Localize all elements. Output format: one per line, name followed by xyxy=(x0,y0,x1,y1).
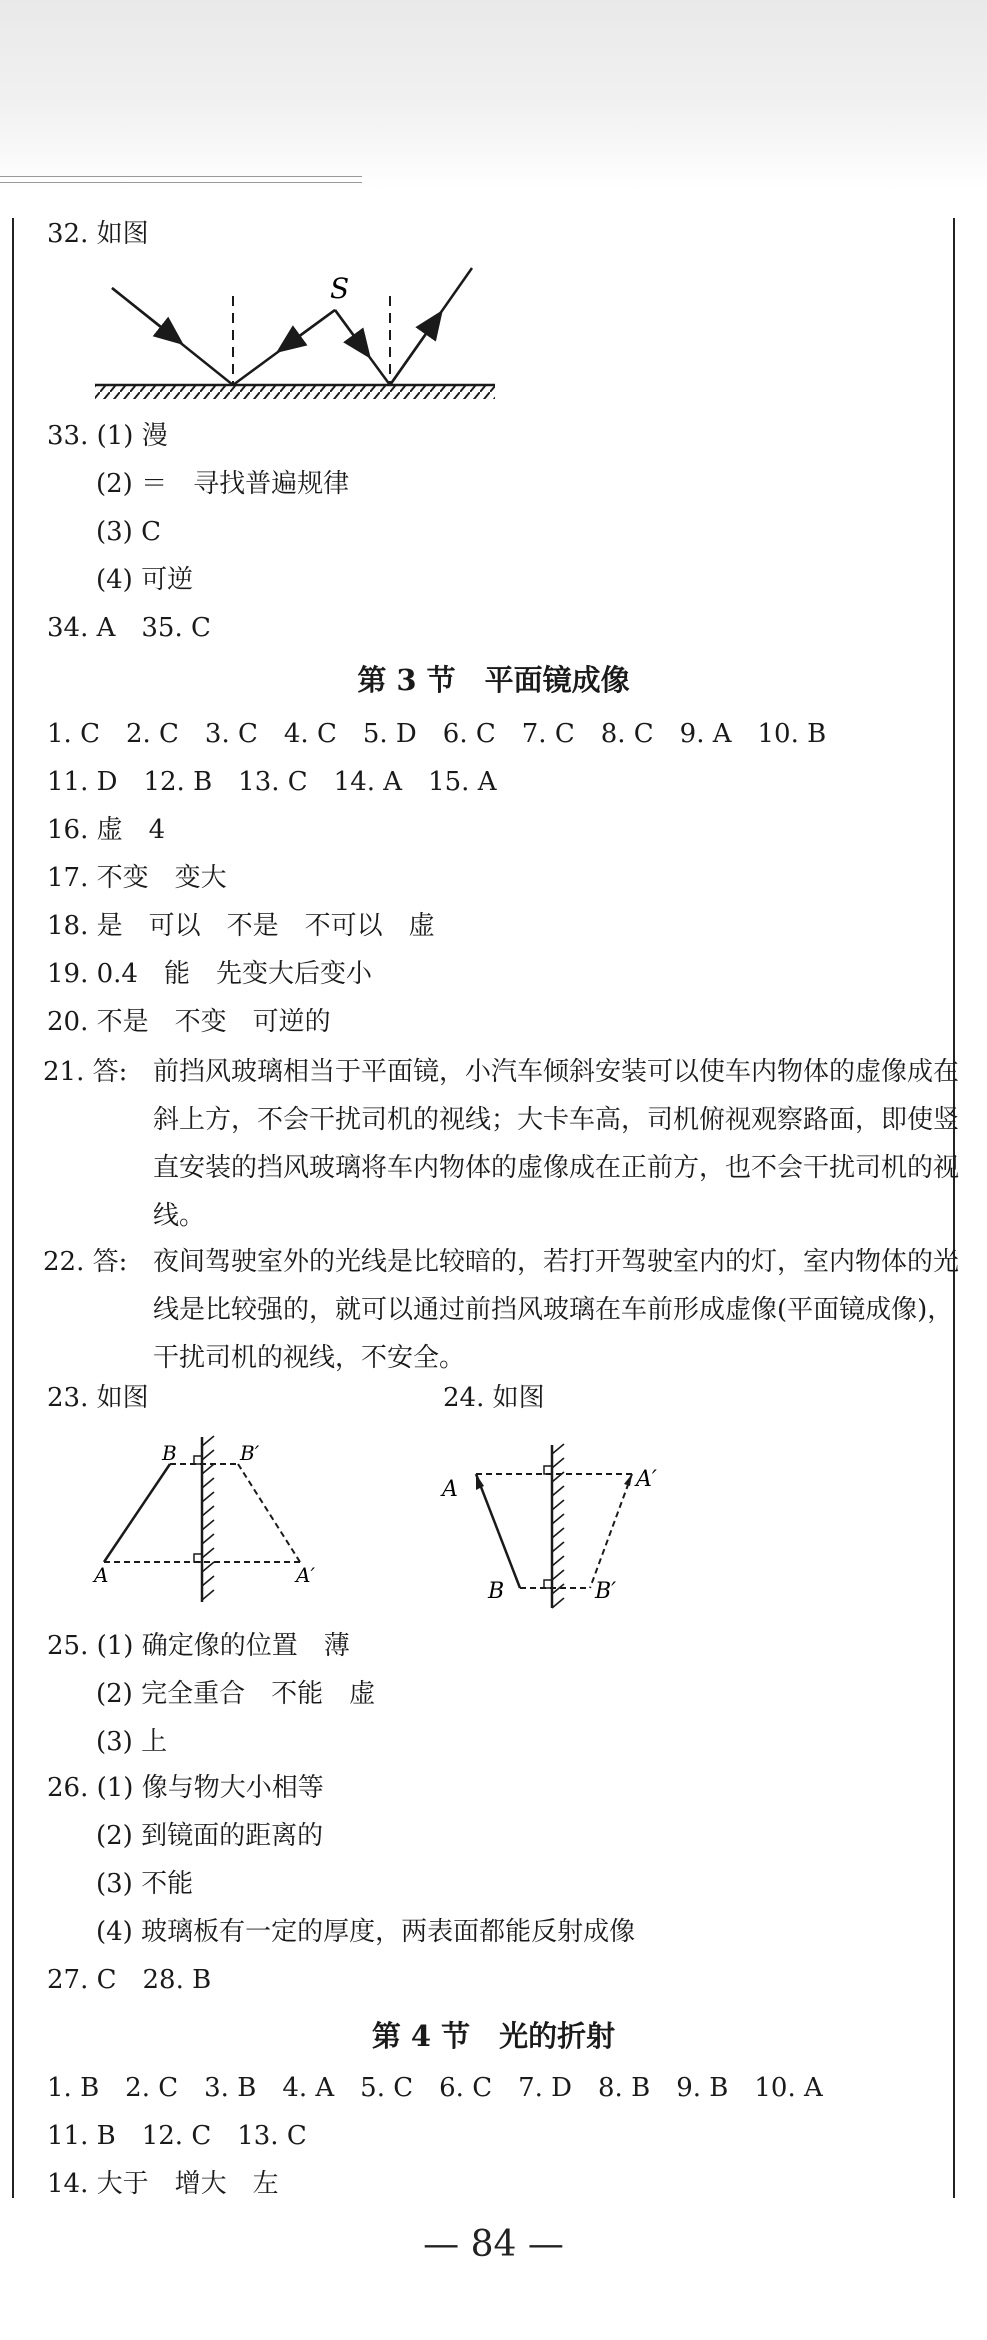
top-rule xyxy=(0,176,362,177)
q23-mirror-figure xyxy=(90,1432,330,1612)
q21-text: 前挡风玻璃相当于平面镜，小汽车倾斜安装可以使车内物体的虚像成在斜上方，不会干扰司机的视线；大卡车高，司机俯视观察路面，即使竖直安装的挡风玻璃将车内物体的虚像成在正前方，也不会干扰司机的视线。 xyxy=(153,1057,960,1231)
top-rule-2 xyxy=(0,182,362,183)
scan-shadow xyxy=(0,0,987,190)
q17-line: 17. 不变 变大 xyxy=(47,863,227,893)
s4-answers-1: 1. B 2. C 3. B 4. A 5. C 6. C 7. D 8. B 9. B 10. A xyxy=(47,2073,823,2103)
q33-line-3: (3) C xyxy=(96,517,161,547)
q24-mirror-figure xyxy=(440,1440,690,1620)
page-number: — 84 — xyxy=(423,2224,564,2265)
q19-line: 19. 0.4 能 先变大后变小 xyxy=(47,959,372,989)
s3-answers-1: 1. C 2. C 3. C 4. C 5. D 6. C 7. C 8. C 9. A 10. B xyxy=(47,719,827,749)
q26-line-2: (2) 到镜面的距离的 xyxy=(96,1821,324,1851)
q26-line-3: (3) 不能 xyxy=(96,1869,194,1899)
left-border xyxy=(12,218,14,2198)
q22-answer xyxy=(43,1238,973,1382)
fig24-a2-label: A′ xyxy=(636,1467,657,1492)
section-3-title: 第 3 节 平面镜成像 xyxy=(357,663,630,697)
s4-q14-line: 14. 大于 增大 左 xyxy=(47,2169,279,2199)
q21-label: 21. 答: xyxy=(43,1057,128,1087)
q25-line-1: 25. (1) 确定像的位置 薄 xyxy=(47,1631,350,1661)
fig23-a2-label: A′ xyxy=(296,1563,315,1587)
q16-line: 16. 虚 4 xyxy=(47,815,166,845)
fig23-a-label: A xyxy=(94,1563,109,1587)
q18-line: 18. 是 可以 不是 不可以 虚 xyxy=(47,911,435,941)
fig23-b-label: B xyxy=(162,1441,177,1465)
q22-text: 夜间驾驶室外的光线是比较暗的，若打开驾驶室内的灯，室内物体的光线是比较强的，就可以通过前挡风玻璃在车前形成虚像(平面镜成像)，干扰司机的视线，不安全。 xyxy=(153,1247,960,1373)
q20-line: 20. 不是 不变 可逆的 xyxy=(47,1007,331,1037)
q33-line-4: (4) 可逆 xyxy=(96,565,194,595)
fig24-b-label: B xyxy=(488,1579,505,1604)
q34-35-line: 34. A 35. C xyxy=(47,613,211,643)
q32-reflection-figure xyxy=(90,260,510,410)
q27-28-line: 27. C 28. B xyxy=(47,1965,212,1995)
s3-answers-2: 11. D 12. B 13. C 14. A 15. A xyxy=(47,767,497,797)
q33-line-1: 33. (1) 漫 xyxy=(47,421,168,451)
fig23-b2-label: B′ xyxy=(240,1441,260,1465)
q33-line-2: (2) ＝ 寻找普遍规律 xyxy=(96,469,350,499)
q25-line-2: (2) 完全重合 不能 虚 xyxy=(96,1679,376,1709)
fig24-b2-label: B′ xyxy=(595,1579,617,1604)
section-4-title: 第 4 节 光的折射 xyxy=(371,2019,616,2053)
point-s-label: S xyxy=(330,272,350,305)
q23-label: 23. 如图 xyxy=(47,1383,149,1413)
q32-label: 32. 如图 xyxy=(47,219,149,249)
fig24-a-label: A xyxy=(442,1477,458,1502)
q24-label: 24. 如图 xyxy=(443,1383,545,1413)
q25-line-3: (3) 上 xyxy=(96,1727,168,1757)
q26-line-4: (4) 玻璃板有一定的厚度，两表面都能反射成像 xyxy=(96,1917,636,1947)
q26-line-1: 26. (1) 像与物大小相等 xyxy=(47,1773,324,1803)
q21-answer xyxy=(43,1048,973,1240)
s4-answers-2: 11. B 12. C 13. C xyxy=(47,2121,307,2151)
q22-label: 22. 答: xyxy=(43,1247,128,1277)
